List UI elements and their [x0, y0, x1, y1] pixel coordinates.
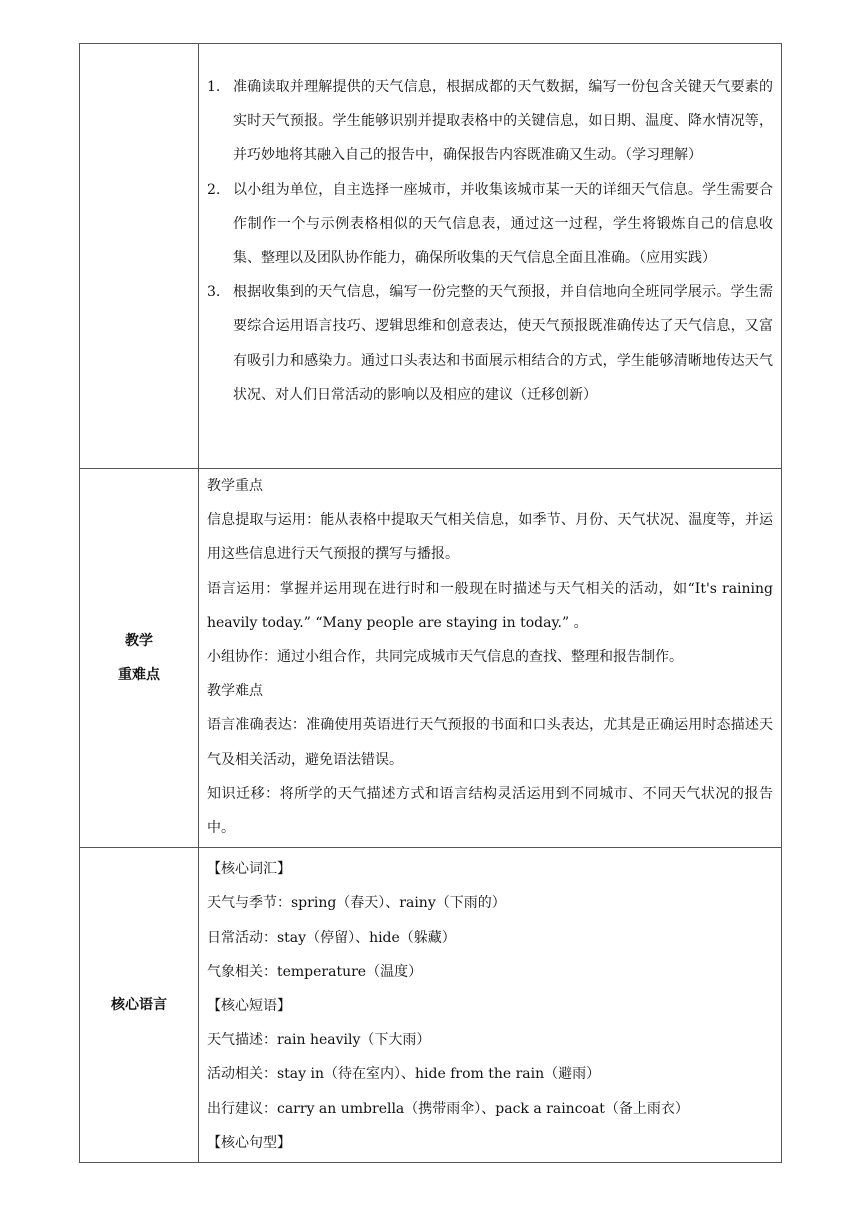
objective-item: 1. 准确读取并理解提供的天气信息，根据成都的天气数据，编写一份包含关键天气要素的实时天气预报。学生能够识别并提取表格中的关键信息，如日期、温度、降水情况等，并巧妙地将其融入自己的报告中，确保报告内容既准确又生动。（学习理解）	[207, 79, 773, 164]
difficult-point-paragraph: 语言准确表达：准确使用英语进行天气预报的书面和口头表达，尤其是正确运用时态描述天气及相关活动，避免语法错误。	[207, 717, 773, 768]
core-vocab-heading: 【核心词汇】	[207, 861, 291, 878]
core-language-line: 天气与季节：spring（春天）、rainy（下雨的）	[207, 895, 506, 912]
objectives-list	[207, 70, 773, 412]
core-language-label: 核心语言	[80, 848, 199, 1163]
objectives-row	[80, 44, 782, 469]
core-language-row	[80, 848, 782, 1163]
objectives-content-cell	[199, 44, 782, 469]
lesson-plan-table	[79, 43, 782, 1163]
difficult-point-paragraph: 知识迁移：将所学的天气描述方式和语言结构灵活运用到不同城市、不同天气状况的报告中。	[207, 785, 773, 837]
difficult-points-heading: 教学难点	[207, 683, 263, 700]
core-language-line: 日常活动：stay（停留）、hide（躲藏）	[207, 929, 456, 946]
core-language-line: 活动相关：stay in（待在室内）、hide from the rain（避雨）	[207, 1066, 601, 1083]
key-points-row	[80, 469, 782, 848]
core-phrases-heading: 【核心短语】	[207, 998, 291, 1015]
objectives-label-cell	[80, 44, 199, 469]
key-points-heading: 教学重点	[207, 478, 263, 494]
key-points-content-cell	[199, 469, 782, 848]
objective-item: 2. 以小组为单位，自主选择一座城市，并收集该城市某一天的详细天气信息。学生需要合作制作一个与示例表格相似的天气信息表，通过这一过程，学生将锻炼自己的信息收集、整理以及团队协作能力，确保所收集的天气信息全面且准确。（应用实践）	[207, 181, 773, 267]
core-language-content-cell	[199, 848, 782, 1163]
key-point-paragraph: 小组协作：通过小组合作，共同完成城市天气信息的查找、整理和报告制作。	[207, 649, 683, 666]
key-points-label: 教学 重难点	[80, 469, 199, 848]
key-point-paragraph: 信息提取与运用：能从表格中提取天气相关信息，如季节、月份、天气状况、温度等，并运用这些信息进行天气预报的撰写与播报。	[207, 512, 773, 563]
core-language-line: 气象相关：temperature（温度）	[207, 963, 423, 980]
core-language-line: 出行建议：carry an umbrella（携带雨伞）、pack a raincoat（备上雨衣）	[207, 1100, 689, 1117]
objective-item: 3. 根据收集到的天气信息，编写一份完整的天气预报，并自信地向全班同学展示。学生需要综合运用语言技巧、逻辑思维和创意表达，使天气预报既准确传达了天气信息，又富有吸引力和感染力。通过口头表达和书面展示相结合的方式，学生能够清晰地传达天气状况、对人们日常活动的影响以及相应的建议（迁移创新）	[207, 284, 773, 403]
core-sentences-heading: 【核心句型】	[207, 1134, 291, 1151]
key-point-paragraph: 语言运用：掌握并运用现在进行时和一般现在时描述与天气相关的活动，如“It's raining heavily today.” “Many people are staying in today.” 。	[207, 580, 773, 631]
core-language-line: 天气描述：rain heavily（下大雨）	[207, 1032, 431, 1049]
